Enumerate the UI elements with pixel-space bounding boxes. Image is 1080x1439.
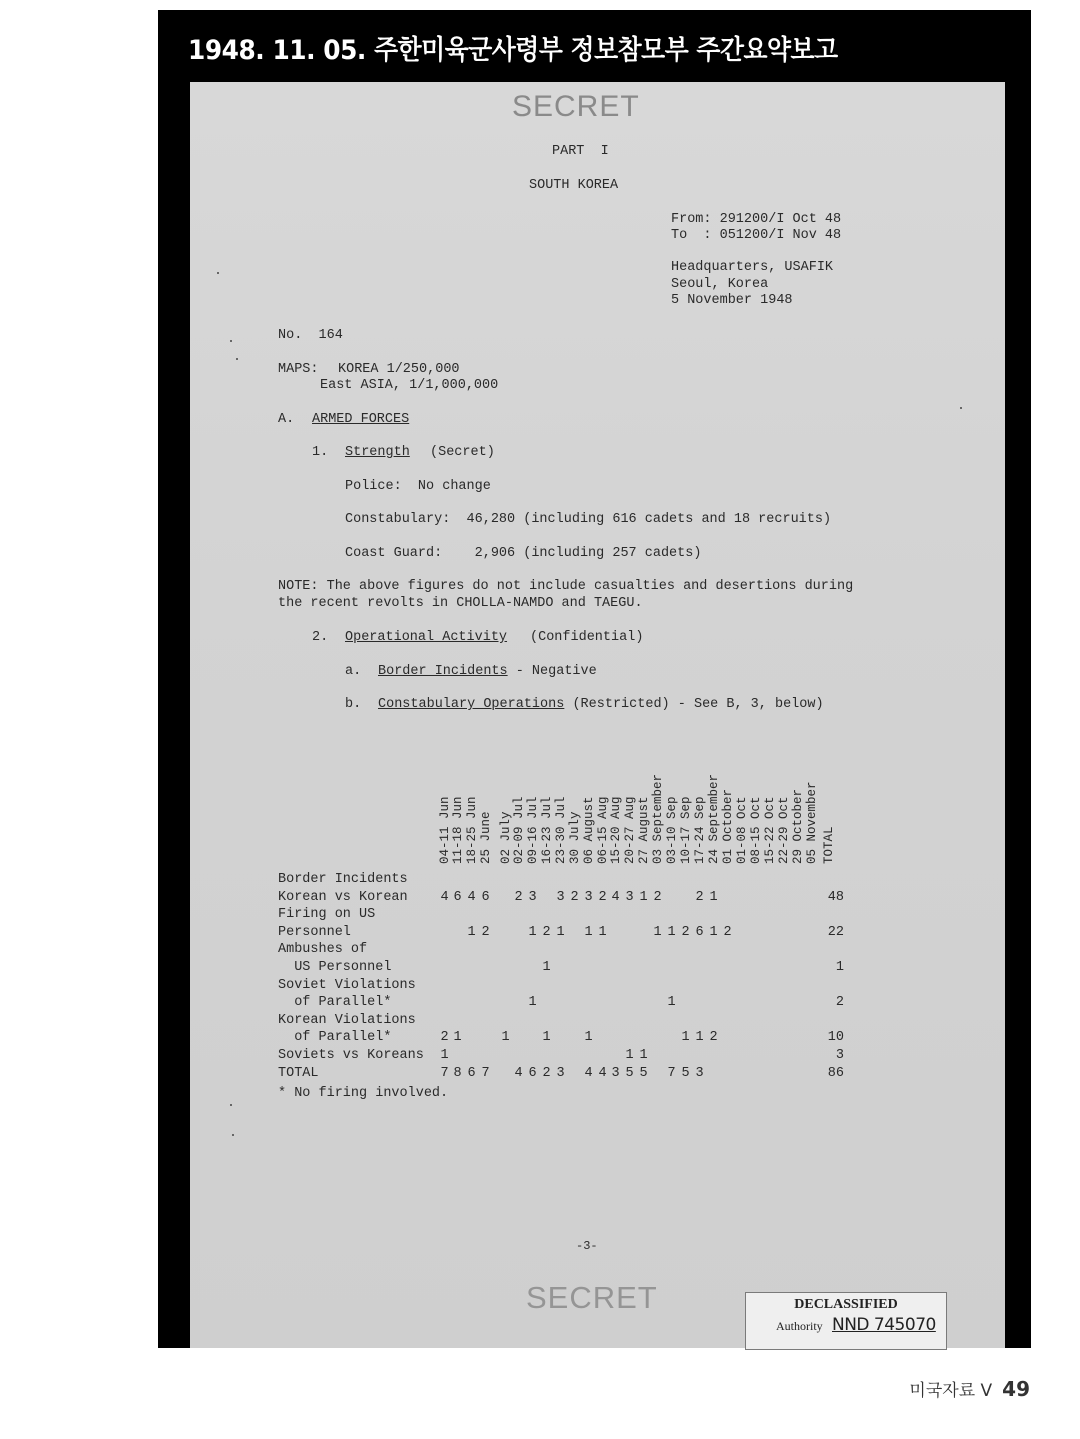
table-cell: 22	[827, 924, 844, 940]
table-cell: 1	[542, 960, 551, 975]
footer-label: 미국자료 V	[909, 1381, 993, 1401]
column-header-label: 05 November	[805, 781, 819, 864]
item-2a-line	[378, 664, 597, 679]
table-column-headers	[440, 754, 900, 864]
column-header-label: 27 August	[637, 796, 651, 864]
table-cell: 1	[467, 924, 476, 940]
table-cell: 1	[653, 924, 662, 940]
section-a-title: ARMED FORCES	[312, 412, 410, 427]
item-2-classification: (Confidential)	[530, 630, 644, 645]
table-cell: 1	[709, 889, 718, 905]
table-cell: 6	[695, 924, 704, 940]
table-cell: 4	[584, 1065, 593, 1081]
table-cell: 1	[584, 1030, 593, 1046]
table-cell: 3	[835, 1048, 844, 1063]
table-row-label: of Parallel*	[278, 995, 392, 1011]
table-cell: 1	[584, 924, 593, 940]
hq-line-1: Headquarters, USAFIK	[671, 260, 834, 275]
table-cell: 86	[827, 1065, 844, 1081]
table-cell: 1	[440, 1048, 449, 1063]
page-number: -3-	[576, 1239, 598, 1253]
column-header-label: 11-18 Jun	[451, 796, 465, 864]
item-2a-rest: - Negative	[507, 664, 597, 679]
table-cell: 2	[542, 924, 551, 940]
police-line: Police: No change	[345, 479, 491, 494]
column-header-label: 03-10 Sep	[665, 796, 679, 864]
column-header-label: 29 October	[791, 788, 805, 864]
column-header-label: 01-08 Oct	[735, 796, 749, 864]
table-cell: 3	[695, 1065, 704, 1081]
declassified-title: DECLASSIFIED	[794, 1297, 898, 1312]
section-a-num: A.	[278, 412, 295, 427]
table-row-label: of Parallel*	[278, 1030, 392, 1046]
table-column-header	[824, 754, 837, 864]
item-2b-num: b.	[345, 697, 362, 712]
table-cell: 2	[681, 924, 690, 940]
table-row-label: US Personnel	[278, 960, 392, 975]
table-cell: 1	[709, 924, 718, 940]
table-cell: 8	[453, 1065, 462, 1081]
table-cell: 1	[528, 995, 537, 1011]
table-cell: 1	[639, 1048, 648, 1063]
region-heading: SOUTH KOREA	[529, 178, 619, 193]
hq-line-3: 5 November 1948	[671, 293, 793, 308]
table-cell: 2	[598, 889, 607, 905]
table-cell: 1	[695, 1030, 704, 1046]
table-row-label: Ambushes of	[278, 942, 368, 958]
table-cell: 4	[598, 1065, 607, 1081]
note-line-1: NOTE: The above figures do not include casualties and desertions during	[278, 579, 854, 594]
maps-2: East ASIA, 1/1,000,000	[320, 378, 499, 393]
from-line: From: 291200/I Oct 48	[671, 212, 842, 227]
column-header-label: 02-09 Jul	[512, 796, 526, 864]
table-row-label: Soviets vs Koreans	[278, 1048, 424, 1063]
table-cell: 3	[625, 889, 634, 905]
table-cell: 2	[653, 889, 662, 905]
page-footer	[909, 1376, 1030, 1401]
scan-speck	[960, 407, 962, 409]
column-header-label: 06 August	[582, 796, 596, 864]
declassified-stamp	[745, 1292, 947, 1350]
table-cell: 1	[598, 924, 607, 940]
item-2-num: 2.	[312, 630, 329, 645]
note-line-2: the recent revolts in CHOLLA-NAMDO and TAEGU.	[278, 596, 643, 611]
page-title: 1948. 11. 05. 주한미육군사령부 정보참모부 주간요약보고	[188, 35, 838, 66]
table-cell: 6	[453, 889, 462, 905]
column-header-label: 08-15 Oct	[749, 796, 763, 864]
table-cell: 1	[453, 1030, 462, 1046]
table-cell: 2	[481, 924, 490, 940]
table-cell: 48	[827, 889, 844, 905]
column-header-label: 15-20 Aug	[609, 796, 623, 864]
item-1-num: 1.	[312, 445, 329, 460]
document-page	[190, 82, 1005, 1348]
column-header-label: 25 June	[479, 811, 493, 864]
column-header-label: 30 July	[568, 811, 582, 864]
item-2a-title: Border Incidents	[378, 664, 508, 679]
table-cell: 4	[467, 889, 476, 905]
table-cell: 4	[514, 1065, 523, 1081]
table-cell: 3	[528, 889, 537, 905]
table-cell: 6	[467, 1065, 476, 1081]
table-cell: 5	[625, 1065, 634, 1081]
maps-1: KOREA 1/250,000	[338, 362, 460, 377]
column-header-label: 03 September	[651, 773, 665, 864]
part-heading: PART I	[552, 144, 609, 159]
table-cell: 3	[611, 1065, 620, 1081]
table-cell: 3	[556, 1065, 565, 1081]
scan-speck	[230, 1104, 232, 1106]
item-2b-rest: (Restricted) - See B, 3, below)	[564, 697, 824, 712]
table-cell: 5	[639, 1065, 648, 1081]
table-cell: 1	[667, 924, 676, 940]
table-row-label: Firing on US	[278, 907, 376, 923]
table-cell: 2	[542, 1065, 551, 1081]
column-header-label: 06-15 Aug	[596, 796, 610, 864]
coast-guard-line: Coast Guard: 2,906 (including 257 cadets)	[345, 546, 702, 561]
table-row-label: Korean vs Korean	[278, 889, 408, 905]
report-number: No. 164	[278, 328, 343, 343]
table-cell: 1	[639, 889, 648, 905]
table-cell: 1	[835, 960, 844, 975]
table-cell: 2	[709, 1030, 718, 1046]
to-line: To : 051200/I Nov 48	[671, 228, 842, 243]
table-row-label: Border Incidents	[278, 872, 408, 887]
table-cell: 1	[556, 924, 565, 940]
scan-speck	[230, 340, 232, 342]
column-header-label: 04-11 Jun	[438, 796, 452, 864]
table-cell: 7	[481, 1065, 490, 1081]
item-2a-num: a.	[345, 664, 362, 679]
table-cell: 6	[481, 889, 490, 905]
secret-stamp-top: SECRET	[512, 90, 640, 123]
table-cell: 1	[625, 1048, 634, 1063]
secret-stamp-bottom: SECRET	[526, 1280, 658, 1315]
table-cell: 2	[695, 889, 704, 905]
column-header-label: 16-23 Jul	[540, 796, 554, 864]
table-cell: 1	[528, 924, 537, 940]
table-cell: 5	[681, 1065, 690, 1081]
constabulary-line: Constabulary: 46,280 (including 616 cadets and 18 recruits)	[345, 512, 832, 527]
hq-line-2: Seoul, Korea	[671, 277, 769, 292]
table-cell: 6	[528, 1065, 537, 1081]
declassified-authority-label: Authority	[776, 1319, 823, 1333]
column-header-label: 18-25 Jun	[465, 796, 479, 864]
column-header-label: 17-24 Sep	[693, 796, 707, 864]
table-cell: 2	[570, 889, 579, 905]
table-cell: 1	[667, 995, 676, 1011]
table-cell: 2	[835, 995, 844, 1011]
column-header-label: 22-29 Oct	[777, 796, 791, 864]
column-header-label: 09-16 Jul	[526, 796, 540, 864]
item-1-title: Strength	[345, 445, 410, 460]
column-header-label: 01 October	[721, 788, 735, 864]
table-cell: 4	[440, 889, 449, 905]
column-header-label: 10-17 Sep	[679, 796, 693, 864]
footer-page-number: 49	[1002, 1377, 1030, 1401]
item-2b-title: Constabulary Operations	[378, 697, 565, 712]
table-cell: 3	[556, 889, 565, 905]
table-row-label: Soviet Violations	[278, 977, 416, 993]
item-2b-line	[378, 697, 824, 712]
maps-label: MAPS:	[278, 362, 319, 377]
table-row-label: Personnel	[278, 924, 351, 940]
column-header-label: TOTAL	[822, 826, 836, 864]
column-header-label: 20-27 Aug	[623, 796, 637, 864]
scan-speck	[232, 1134, 234, 1136]
table-column-header	[807, 754, 820, 864]
item-1-classification: (Secret)	[430, 445, 495, 460]
table-cell: 4	[611, 889, 620, 905]
table-cell: 7	[667, 1065, 676, 1081]
column-header-label: 15-22 Oct	[763, 796, 777, 864]
table-column-header	[481, 754, 494, 864]
table-cell: 2	[723, 924, 732, 940]
table-cell: 10	[827, 1030, 844, 1046]
table-cell: 1	[542, 1030, 551, 1046]
scan-speck	[236, 358, 238, 360]
column-header-label: 23-30 Jul	[554, 796, 568, 864]
footnote: * No firing involved.	[278, 1086, 449, 1101]
declassified-authority-value: NND 745070	[832, 1315, 936, 1335]
table-row-label: Korean Violations	[278, 1012, 416, 1028]
table-cell: 2	[440, 1030, 449, 1046]
table-row-label: TOTAL	[278, 1065, 319, 1081]
table-cell: 1	[681, 1030, 690, 1046]
column-header-label: 02 July	[499, 811, 513, 864]
table-cell: 7	[440, 1065, 449, 1081]
column-header-label: 24 September	[707, 773, 721, 864]
scan-frame	[158, 10, 1031, 1348]
table-cell: 1	[501, 1030, 510, 1046]
table-cell: 3	[584, 889, 593, 905]
scan-speck	[217, 272, 219, 274]
item-2-title: Operational Activity	[345, 630, 508, 645]
table-cell: 2	[514, 889, 523, 905]
